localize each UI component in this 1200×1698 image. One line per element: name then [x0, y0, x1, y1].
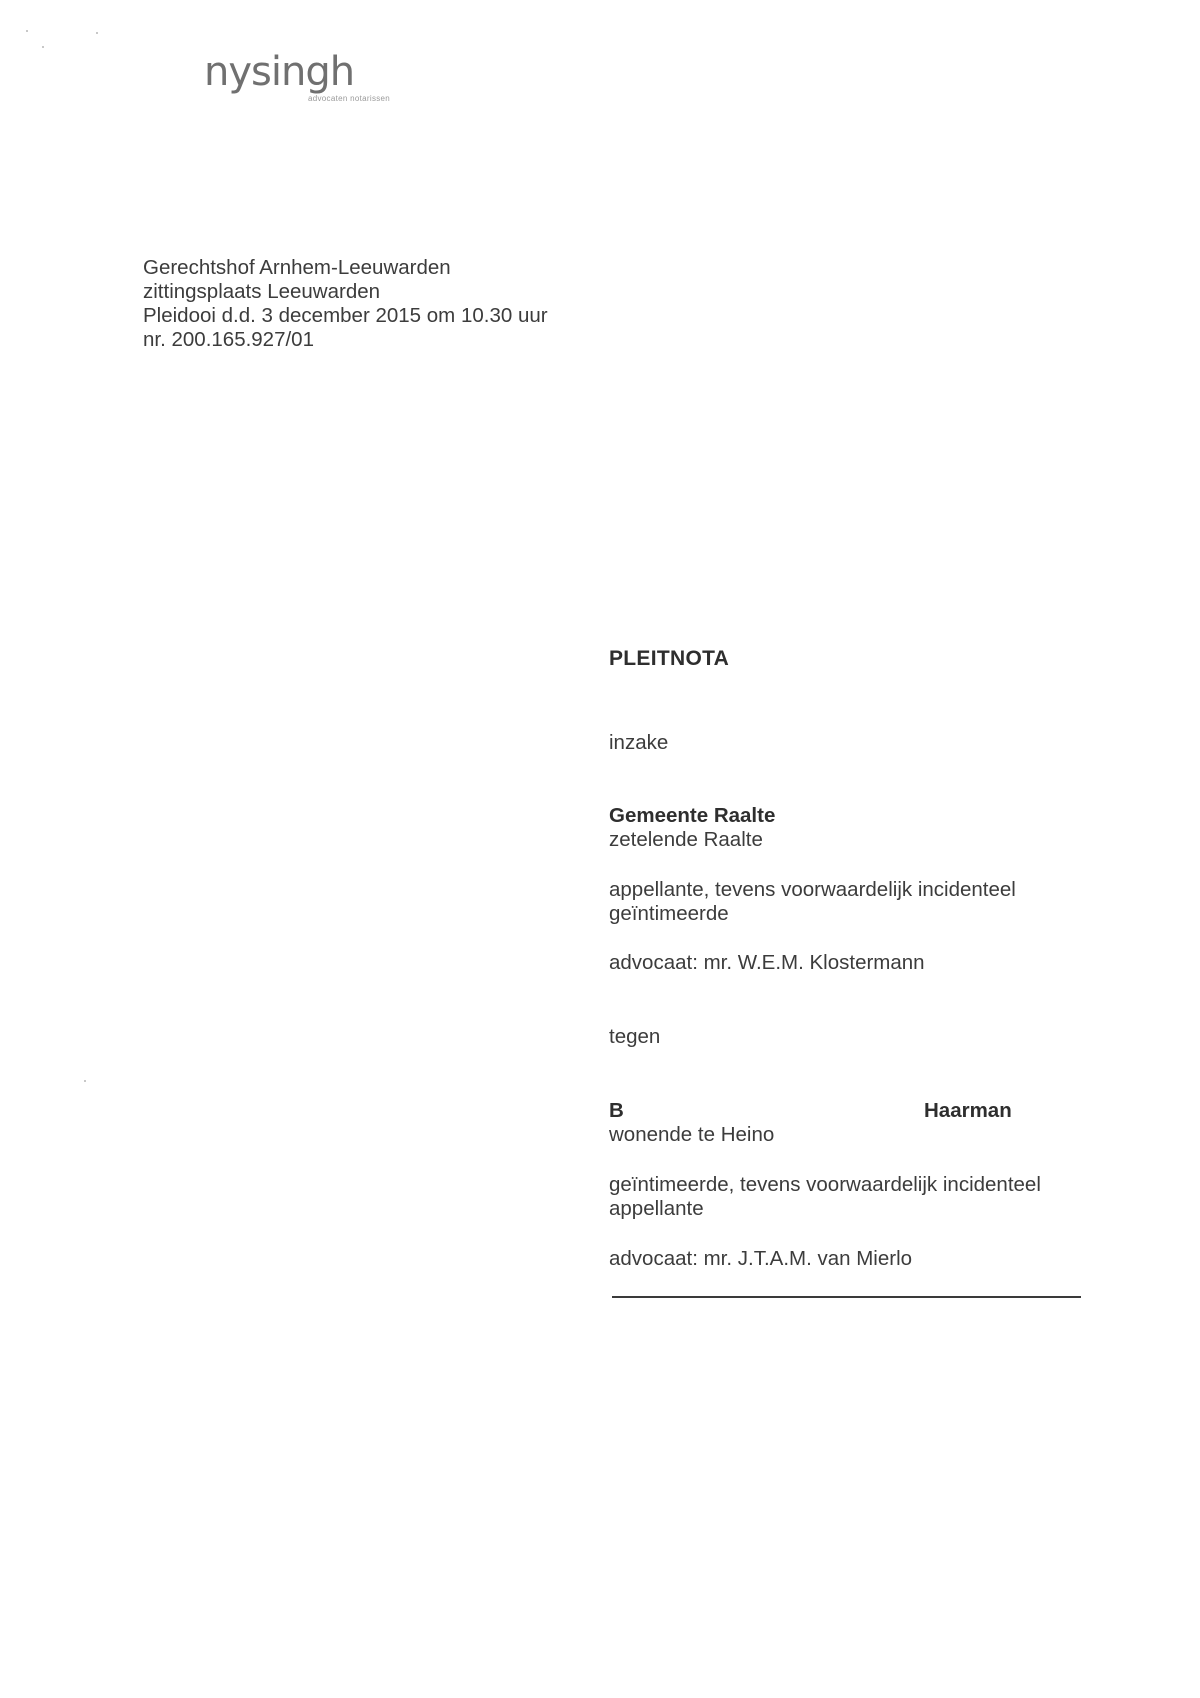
party1-role-line1: appellante, tevens voorwaardelijk incidenteel — [609, 878, 1016, 901]
logo-wordmark: nysingh — [204, 49, 355, 95]
party1-name: Gemeente Raalte — [609, 804, 776, 827]
scan-speck — [26, 30, 28, 32]
court-header — [143, 256, 548, 352]
document-title: PLEITNOTA — [609, 647, 730, 670]
party2-name-part1: B — [609, 1099, 624, 1122]
logo-tagline: advocaten notarissen — [308, 94, 391, 103]
tegen-label: tegen — [609, 1025, 661, 1048]
hearing-date: Pleidooi d.d. 3 december 2015 om 10.30 uur — [143, 304, 548, 327]
closing-rule — [612, 1296, 1081, 1298]
party1-seat: zetelende Raalte — [609, 828, 763, 851]
court-location: zittingsplaats Leeuwarden — [143, 280, 381, 303]
scan-speck — [42, 46, 44, 48]
party2-role-line2: appellante — [609, 1197, 704, 1220]
scan-speck — [84, 1080, 86, 1082]
inzake-label: inzake — [609, 731, 669, 754]
party2-lawyer: advocaat: mr. J.T.A.M. van Mierlo — [609, 1247, 913, 1270]
scan-speck — [96, 32, 98, 34]
party1-lawyer: advocaat: mr. W.E.M. Klostermann — [609, 951, 925, 974]
party1-role-line2: geïntimeerde — [609, 902, 729, 925]
case-number: nr. 200.165.927/01 — [143, 328, 314, 351]
party2-role-line1: geïntimeerde, tevens voorwaardelijk incidenteel — [609, 1173, 1041, 1196]
firm-logo — [204, 49, 391, 103]
party2-residence: wonende te Heino — [609, 1123, 775, 1146]
party2-name-part2: Haarman — [924, 1099, 1012, 1122]
court-name: Gerechtshof Arnhem-Leeuwarden — [143, 256, 451, 279]
